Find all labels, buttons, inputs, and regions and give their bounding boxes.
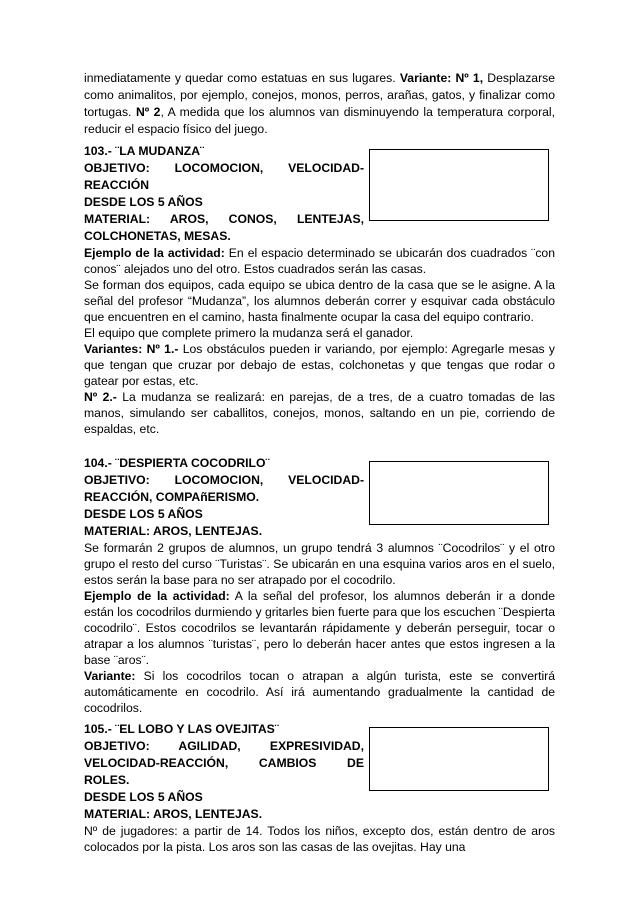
variantes-label: Variantes	[84, 342, 139, 356]
intro-paragraph	[84, 70, 555, 138]
material: MATERIAL: AROS, LENTEJAS.	[84, 807, 263, 821]
material: MATERIAL: AROS, CONOS, LENTEJAS,	[84, 212, 364, 226]
variante-label: Variante:	[84, 669, 136, 683]
objetivo: OBJETIVO: LOCOMOCION, VELOCIDAD-	[84, 473, 364, 487]
objetivo-cont: REACCIÓN, COMPAñERISMO.	[84, 490, 260, 504]
paragraph: Se formarán 2 grupos de alumnos, un grupo tendrá 3 alumnos ¨Cocodrilos¨ y el otro grupo el resto del curso ¨Turistas¨. Se ubicarán en una esquina varios aros en el suelo, estos serán la base para no ser atrapado por el cocodrilo.	[84, 541, 555, 587]
ejemplo-paragraph	[84, 245, 555, 277]
variante-number-2: Nº 2.-	[84, 390, 117, 404]
section-103-header	[84, 143, 555, 245]
objetivo-cont: ROLES.	[84, 773, 130, 787]
ejemplo-label: Ejemplo de la actividad:	[84, 589, 230, 603]
image-placeholder-box	[369, 727, 549, 791]
ejemplo-label: Ejemplo de la actividad:	[84, 246, 225, 260]
material: MATERIAL: AROS, LENTEJAS.	[84, 524, 263, 538]
objetivo-cont: VELOCIDAD-REACCIÓN, CAMBIOS DE	[84, 756, 364, 770]
age-label: DESDE LOS 5 AÑOS	[84, 195, 203, 209]
section-title: 105.- ¨EL LOBO Y LAS OVEJITAS¨	[84, 722, 279, 736]
section-title: 103.- ¨LA MUDANZA¨	[84, 144, 205, 158]
variantes-paragraph	[84, 341, 555, 389]
age-label: DESDE LOS 5 AÑOS	[84, 507, 203, 521]
variante-1-text: Los obstáculos pueden ir variando, por ejemplo: Agregarle mesas y que tengan que cruzar por debajo de estas, colchonetas y que tengas que rodar o gatear por estas, etc.	[84, 342, 555, 388]
intro-text1: Desplazarse como animalitos, por ejemplo, conejos, monos, perros, arañas, gatos, y finalizar como tortugas.	[84, 71, 556, 119]
variante-2-paragraph	[84, 389, 555, 437]
variante-text: Si los cocodrilos tocan o atrapan a algún turista, este se convertirá automáticamente en cocodrilo. Así irá aumentando gradualmente la cantidad de cocodrilos.	[84, 669, 555, 715]
paragraph: Nº de jugadores: a partir de 14. Todos los niños, excepto dos, están dentro de aros colocados por la pista. Los aros son las casas de las ovejitas. Hay una	[84, 824, 555, 854]
paragraph: Se forman dos equipos, cada equipo se ubica dentro de la casa que se le asigne. A la señal del profesor “Mudanza”, los alumnos deberán correr y esquivar cada obstáculo que encuentren en el camino, hasta finalmente ocupar la casa del equipo contrario.	[84, 278, 555, 324]
section-104-header	[84, 455, 555, 540]
objetivo: OBJETIVO: LOCOMOCION, VELOCIDAD-	[84, 161, 364, 175]
intro-text2: , A medida que los alumnos van disminuyendo la temperatura corporal, reducir el espacio físico del juego.	[84, 105, 555, 136]
ejemplo-text: En el espacio determinado se ubicarán dos cuadrados ¨con conos¨ alejados uno del otro. Estos cuadrados serán las casas.	[84, 246, 555, 276]
variante-paragraph	[84, 668, 555, 716]
ejemplo-paragraph	[84, 588, 555, 668]
material-cont: COLCHONETAS, MESAS.	[84, 229, 231, 243]
variante-number-1: : Nº 1,	[447, 71, 484, 85]
section-105-header	[84, 721, 555, 823]
ejemplo-text: A la señal del profesor, los alumnos deberán ir a donde están los cocodrilos durmiendo y gritarles bien fuerte para que los escuchen ¨Despierta cocodrilo¨. Estos cocodrilos se levantarán rápidamente y deberán perseguir, tocar o atrapar a los alumnos ¨turistas¨, pero lo deberán hacer antes que estos ingresen a la base ¨aros¨.	[84, 589, 555, 667]
paragraph: El equipo que complete primero la mudanza será el ganador.	[84, 326, 414, 340]
variante-number-2: Nº 2	[135, 105, 161, 119]
variante-label: Variante	[399, 71, 448, 85]
variante-2-text: La mudanza se realizará: en parejas, de a tres, de a cuatro tomadas de las manos, simulando ser caballitos, conejos, monos, saltando en un pie, corriendo de espaldas, etc.	[84, 390, 555, 436]
objetivo: OBJETIVO: AGILIDAD, EXPRESIVIDAD,	[84, 739, 364, 753]
objetivo-cont: REACCIÓN	[84, 178, 150, 192]
section-title: 104.- ¨DESPIERTA COCODRILO¨	[84, 456, 270, 470]
variante-number-1: : Nº 1.-	[138, 342, 179, 356]
intro-line1: inmediatamente y quedar como estatuas en sus lugares.	[84, 71, 396, 85]
document-page	[84, 70, 555, 855]
image-placeholder-box	[369, 149, 549, 221]
age-label: DESDE LOS 5 AÑOS	[84, 790, 203, 804]
image-placeholder-box	[369, 461, 549, 525]
